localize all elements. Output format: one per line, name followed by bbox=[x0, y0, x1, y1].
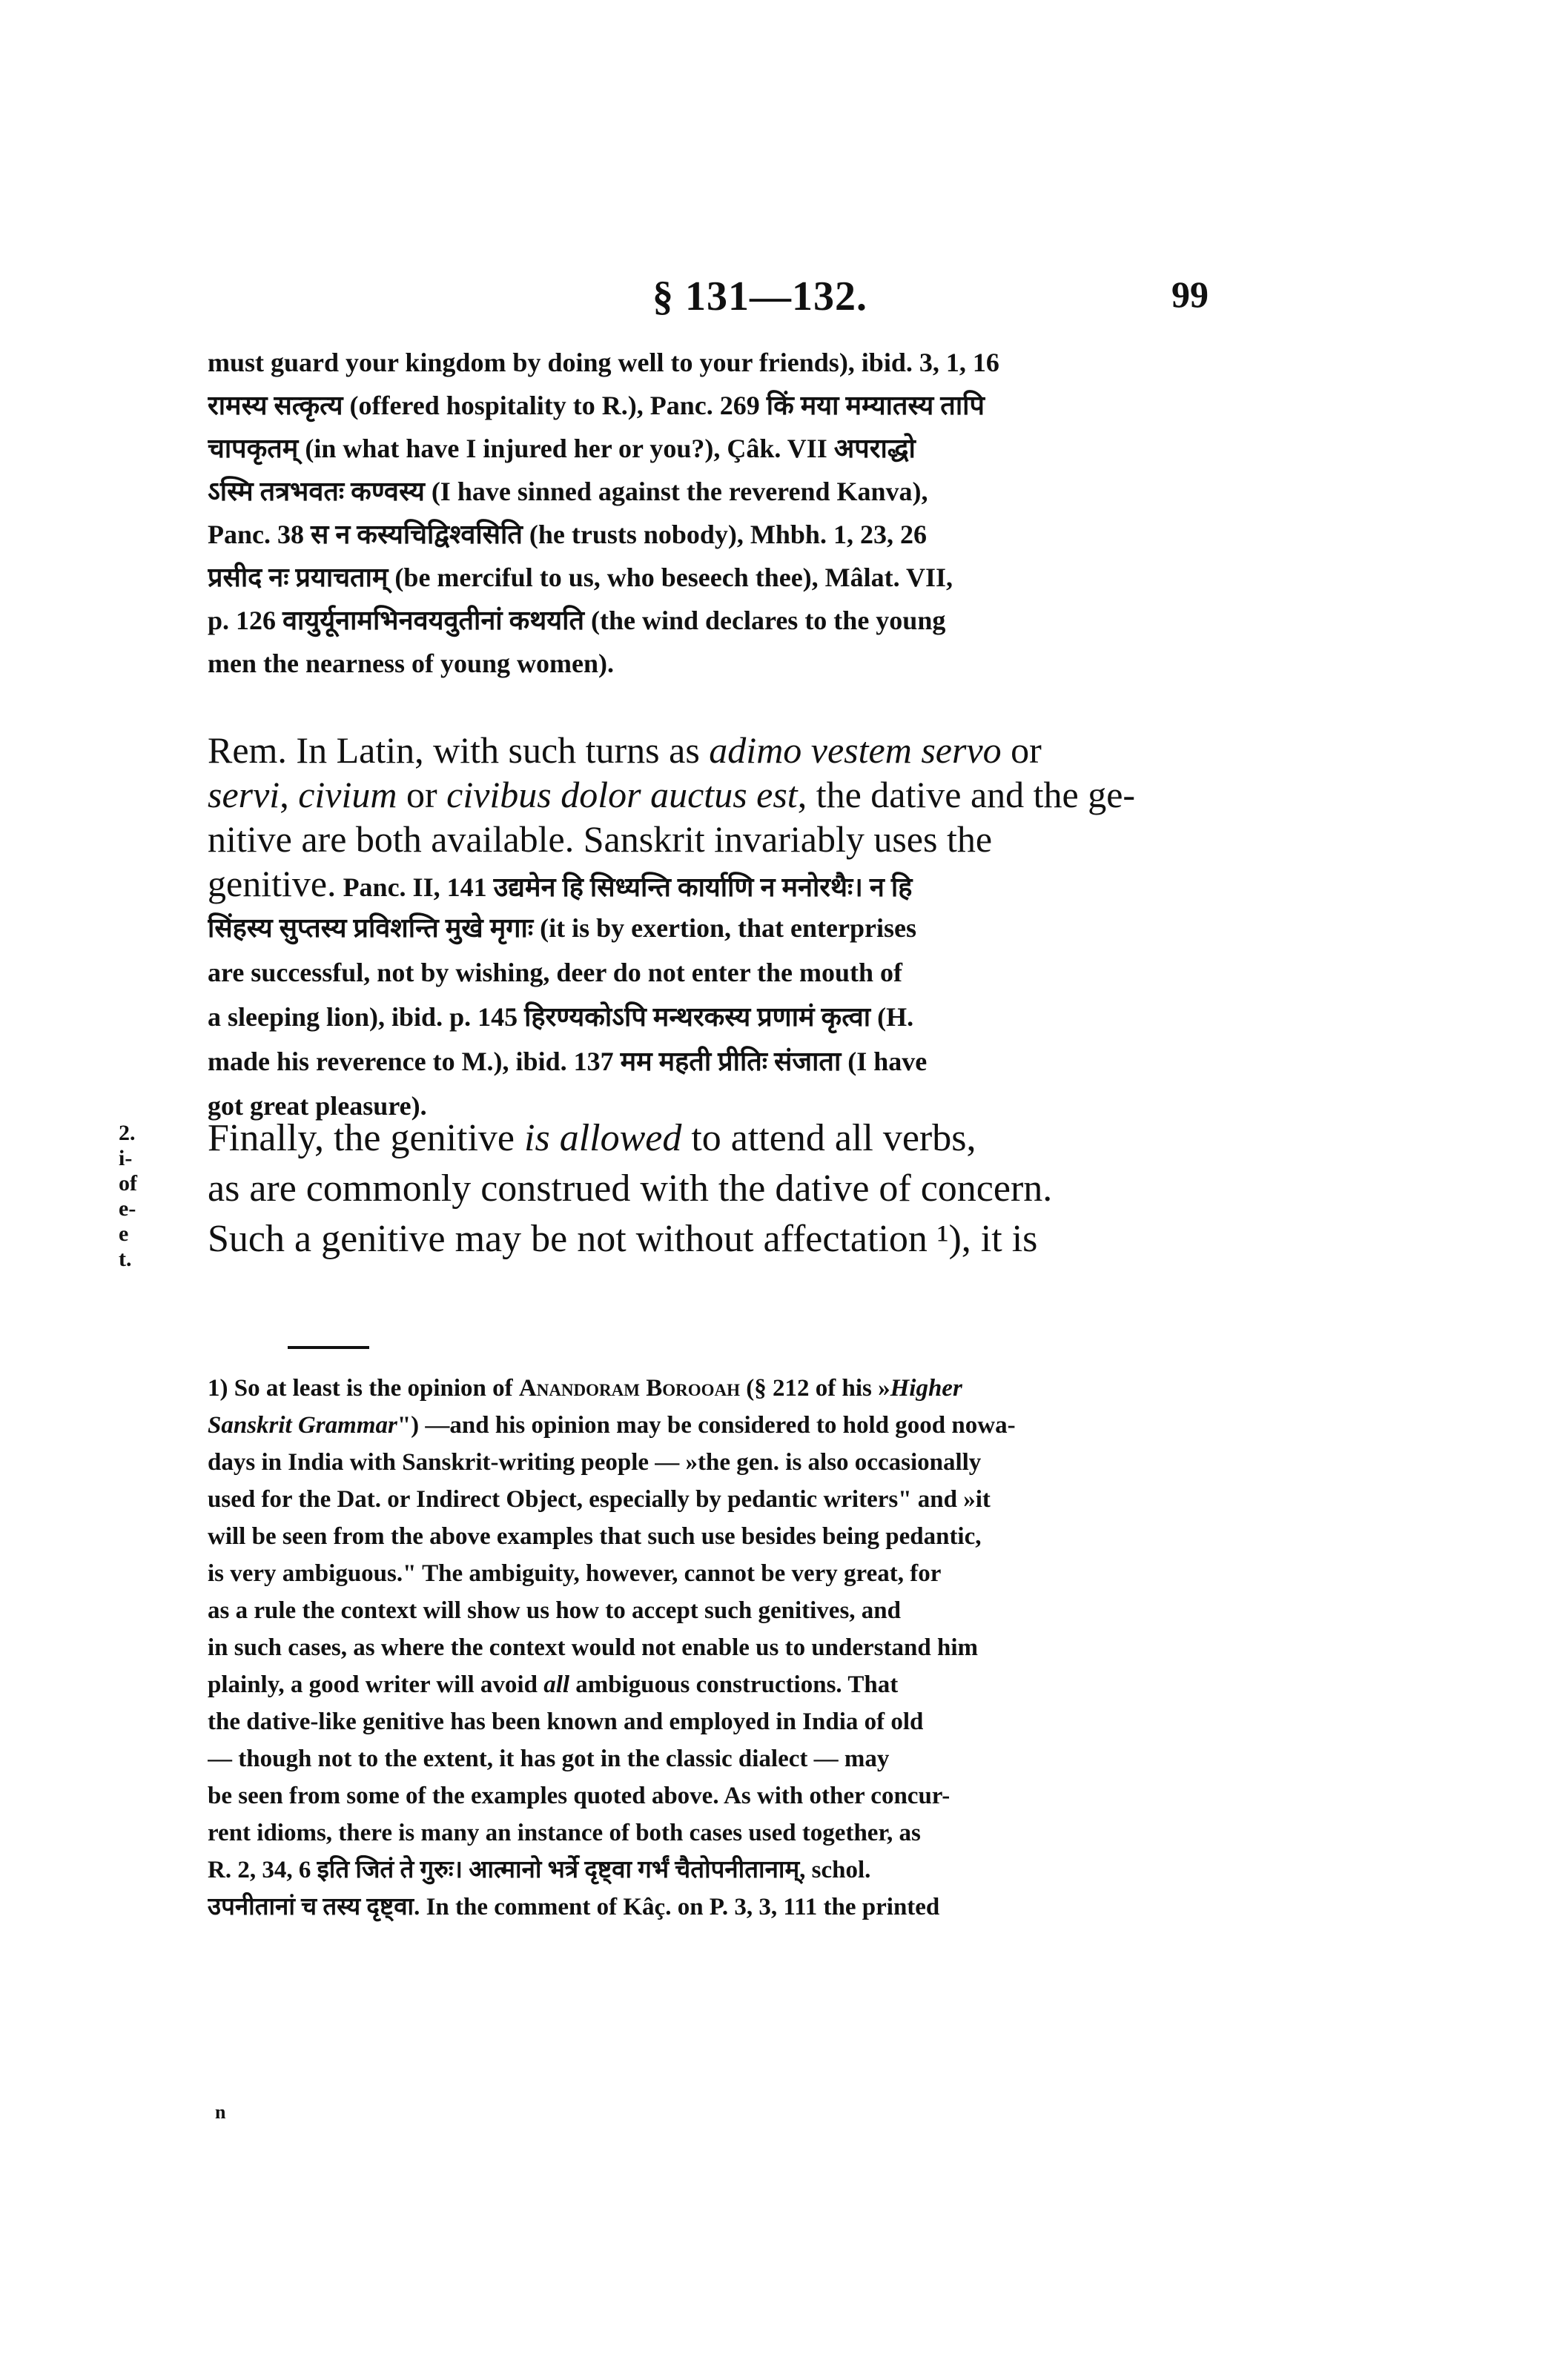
text-line: सिंहस्य सुप्तस्य प्रविशन्ति मुखे मृगाः (it is by exertion, that enterprises bbox=[208, 913, 916, 943]
text-line: Panc. 38 स न कस्यचिद्विश्वसिति (he trusts nobody), Mhbh. 1, 23, 26 bbox=[208, 520, 927, 549]
running-head bbox=[311, 273, 1209, 317]
text-line: in such cases, as where the context would not enable us to understand him bbox=[208, 1634, 978, 1661]
text-line: must guard your kingdom by doing well to your friends), ibid. 3, 1, 16 bbox=[208, 348, 999, 377]
text-line: Such a genitive may be not without affectation ¹), it is bbox=[208, 1218, 1038, 1260]
margin-notes bbox=[119, 1121, 163, 1272]
finally-paragraph bbox=[208, 1113, 1209, 1264]
text-line: made his reverence to M.), ibid. 137 मम महती प्रीतिः संजाता (I have bbox=[208, 1047, 928, 1076]
margin-note: i- bbox=[119, 1146, 133, 1170]
text-line: Rem. In Latin, with such turns as adimo vestem servo or bbox=[208, 729, 1042, 771]
latin-example: adimo vestem servo bbox=[709, 729, 1002, 771]
latin-example: civium bbox=[298, 774, 397, 815]
section-reference: § 131—132. bbox=[652, 274, 867, 319]
text-line: be seen from some of the examples quoted above. As with other concur- bbox=[208, 1783, 951, 1809]
text-line: rent idioms, there is many an instance of both cases used together, as bbox=[208, 1820, 921, 1846]
margin-note: of bbox=[119, 1171, 137, 1196]
margin-note: e- bbox=[119, 1196, 136, 1221]
text-line: a sleeping lion), ibid. p. 145 हिरण्यकोऽपि मन्थरकस्य प्रणामं कृत्वा (H. bbox=[208, 1002, 914, 1032]
text-line: genitive. Panc. II, 141 उद्यमेन हि सिध्यन्ति कार्याणि न मनोरथैः। न हि bbox=[208, 863, 913, 904]
text-line: is very ambiguous." The ambiguity, however, cannot be very great, for bbox=[208, 1560, 942, 1587]
text-line: servi, civium or civibus dolor auctus est, the dative and the ge- bbox=[208, 774, 1136, 815]
text-line: प्रसीद नः प्रयाचताम् (be merciful to us, who beseech thee), Mâlat. VII, bbox=[208, 563, 953, 592]
text-line: got great pleasure). bbox=[208, 1091, 427, 1121]
text-line: — though not to the extent, it has got in the classic dialect — may bbox=[208, 1746, 890, 1772]
text-line: men the nearness of young women). bbox=[208, 649, 614, 678]
latin-example: servi bbox=[208, 774, 280, 815]
text-line: will be seen from the above examples that such use besides being pedantic, bbox=[208, 1523, 982, 1550]
text-line: used for the Dat. or Indirect Object, especially by pedantic writers" and »it bbox=[208, 1486, 991, 1513]
text-line: days in India with Sanskrit-writing people — »the gen. is also occasionally bbox=[208, 1449, 982, 1476]
remark-paragraph bbox=[208, 728, 1209, 1128]
margin-note: 2. bbox=[119, 1121, 136, 1145]
sanskrit-example: Panc. II, 141 उद्यमेन हि सिध्यन्ति कार्याणि न मनोरथैः। न हि bbox=[336, 872, 913, 902]
text-line: 1) So at least is the opinion of Anandoram Borooah (§ 212 of his »Higher bbox=[208, 1375, 962, 1402]
examples-paragraph bbox=[208, 341, 1209, 685]
text-line: उपनीतानां च तस्य दृष्ट्वा. In the comment of Kâç. on P. 3, 3, 111 the printed bbox=[208, 1894, 940, 1920]
footnote bbox=[208, 1370, 1209, 1926]
text-line: R. 2, 34, 6 इति जितं ते गुरुः। आत्मानो भर्त्रे दृष्ट्वा गर्भं चैतोपनीतानाम्, schol. bbox=[208, 1857, 871, 1883]
stray-print-mark: n bbox=[215, 2101, 226, 2123]
text-line: as a rule the context will show us how to accept such genitives, and bbox=[208, 1597, 902, 1624]
text-line: as are commonly construed with the dative of concern. bbox=[208, 1167, 1053, 1210]
text-line: nitive are both available. Sanskrit invariably uses the bbox=[208, 818, 993, 860]
text-line: Finally, the genitive is allowed to attend all verbs, bbox=[208, 1117, 976, 1159]
text-line: ऽस्मि तत्रभवतः कण्वस्य (I have sinned against the reverend Kanva), bbox=[208, 477, 928, 506]
text-line: चापकृतम् (in what have I injured her or you?), Çâk. VII अपराद्धो bbox=[208, 434, 916, 463]
author-name: Anandoram Borooah bbox=[518, 1375, 741, 1402]
text-line: रामस्य सत्कृत्य (offered hospitality to R.), Panc. 269 किं मया मम्यातस्य तापि bbox=[208, 391, 985, 420]
margin-note: t. bbox=[119, 1247, 132, 1271]
text-line: plainly, a good writer will avoid all ambiguous constructions. That bbox=[208, 1671, 899, 1698]
footnote-separator bbox=[288, 1346, 369, 1349]
page-number: 99 bbox=[1171, 274, 1209, 315]
latin-example: civibus dolor auctus est bbox=[446, 774, 798, 815]
margin-note: e bbox=[119, 1222, 129, 1246]
text-line: p. 126 वायुर्यूनामभिनवयवुतीनां कथयति (the wind declares to the young bbox=[208, 606, 946, 635]
text-line: are successful, not by wishing, deer do not enter the mouth of bbox=[208, 958, 903, 987]
text-line: Sanskrit Grammar") —and his opinion may be considered to hold good nowa- bbox=[208, 1412, 1016, 1439]
text-line: the dative-like genitive has been known and employed in India of old bbox=[208, 1708, 924, 1735]
